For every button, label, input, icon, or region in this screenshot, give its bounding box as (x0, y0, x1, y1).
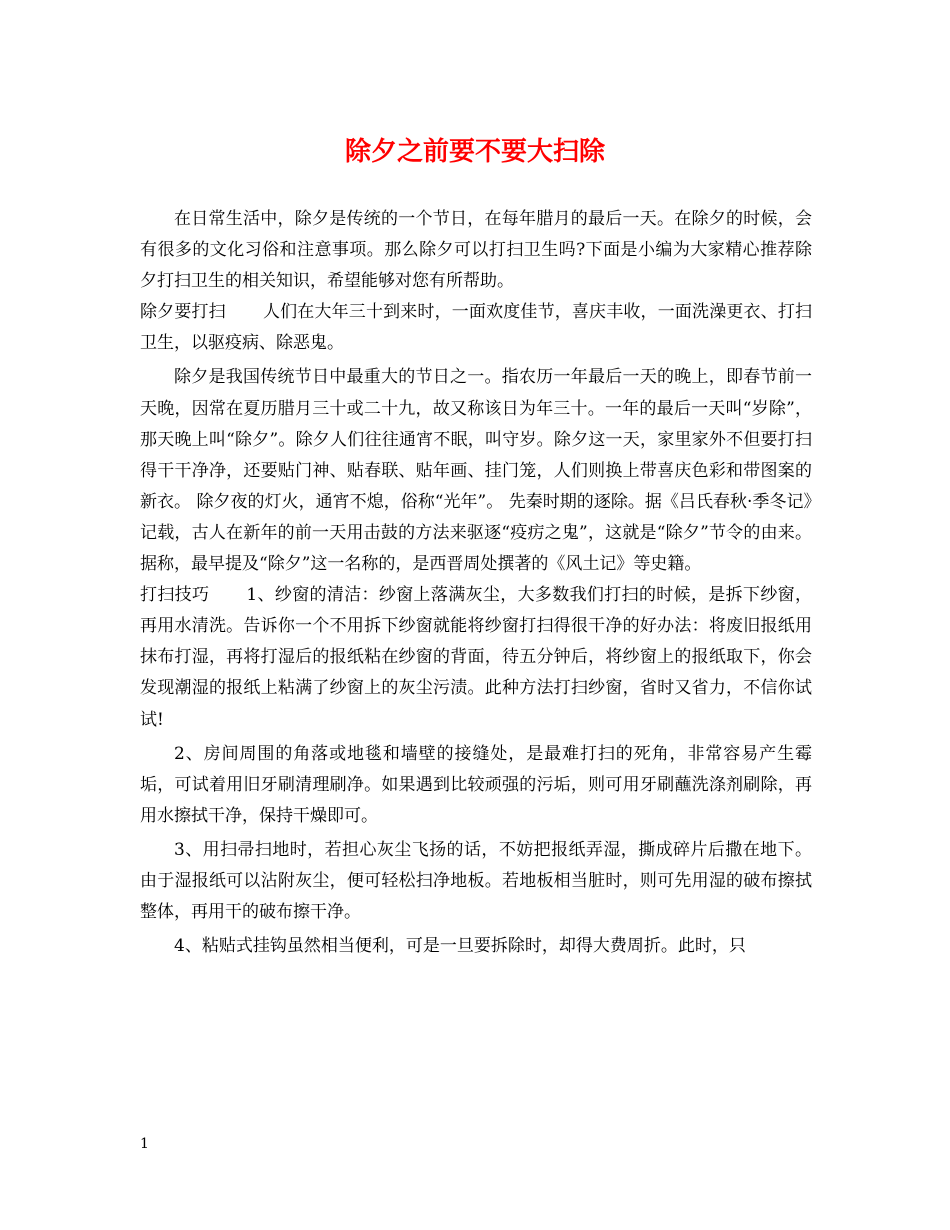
tip-paragraph-4: 4、粘贴式挂钩虽然相当便利，可是一旦要拆除时，却得大费周折。此时，只 (174, 936, 746, 957)
section-text: 人们在大年三十到来时，一面欢度佳节，喜庆丰收，一面洗澡更衣、打扫卫生，以驱疫病、除恶鬼。 (140, 302, 813, 354)
section-heading: 除夕要打扫 (140, 302, 226, 323)
page-title: 除夕之前要不要大扫除 (344, 137, 605, 167)
document-body (140, 204, 812, 962)
tip-paragraph-3: 3、用扫帚扫地时，若担心灰尘飞扬的话，不妨把报纸弄湿，撕成碎片后撒在地下。由于湿报纸可以沾附灰尘，便可轻松扫净地板。若地板相当脏时，则可先用湿的破布擦拭整体，再用干的破布擦干净。 (140, 839, 812, 923)
section-cleaning-on-new-years-eve (140, 297, 812, 359)
section-heading: 打扫技巧 (140, 585, 210, 606)
history-paragraph: 除夕是我国传统节日中最重大的节日之一。指农历一年最后一天的晚上，即春节前一天晚，因常在夏历腊月三十或二十九，故又称该日为年三十。一年的最后一天叫“岁除”，那天晚上叫“除夕”。除夕人们往往通宵不眠，叫守岁。除夕这一天，家里家外不但要打扫得干干净净，还要贴门神、贴春联、贴年画、挂门笼，人们则换上带喜庆色彩和带图案的新衣。 除夕夜的灯火，通宵不熄，俗称“光年”。 先秦时期的逐除。据《吕氏春秋·季冬记》记载，古人在新年的前一天用击鼓的方法来驱逐“疫疠之鬼”，这就是“除夕”节令的由来。据称，最早提及“除夕”这一名称的，是西晋周处撰著的《风土记》等史籍。 (140, 367, 812, 575)
page-number: 1 (140, 1136, 149, 1152)
intro-paragraph: 在日常生活中，除夕是传统的一个节日，在每年腊月的最后一天。在除夕的时候，会有很多的文化习俗和注意事项。那么除夕可以打扫卫生吗?下面是小编为大家精心推荐除夕打扫卫生的相关知识，希望能够对您有所帮助。 (140, 209, 812, 292)
section-cleaning-tips (140, 580, 812, 735)
tip-paragraph-2: 2、房间周围的角落或地毯和墙壁的接缝处，是最难打扫的死角，非常容易产生霉垢，可试着用旧牙刷清理刷净。如果遇到比较顽强的污垢，则可用牙刷蘸洗涤剂刷除，再用水擦拭干净，保持干燥即可。 (140, 743, 812, 826)
section-text: 1、纱窗的清洁：纱窗上落满灰尘，大多数我们打扫的时候，是拆下纱窗，再用水清洗。告诉你一个不用拆下纱窗就能将纱窗打扫得很干净的好办法：将废旧报纸用抹布打湿，再将打湿后的报纸粘在纱窗的背面，待五分钟后，将纱窗上的报纸取下，你会发现潮湿的报纸上粘满了纱窗上的灰尘污渍。此种方法打扫纱窗，省时又省力，不信你试试! (140, 585, 812, 730)
